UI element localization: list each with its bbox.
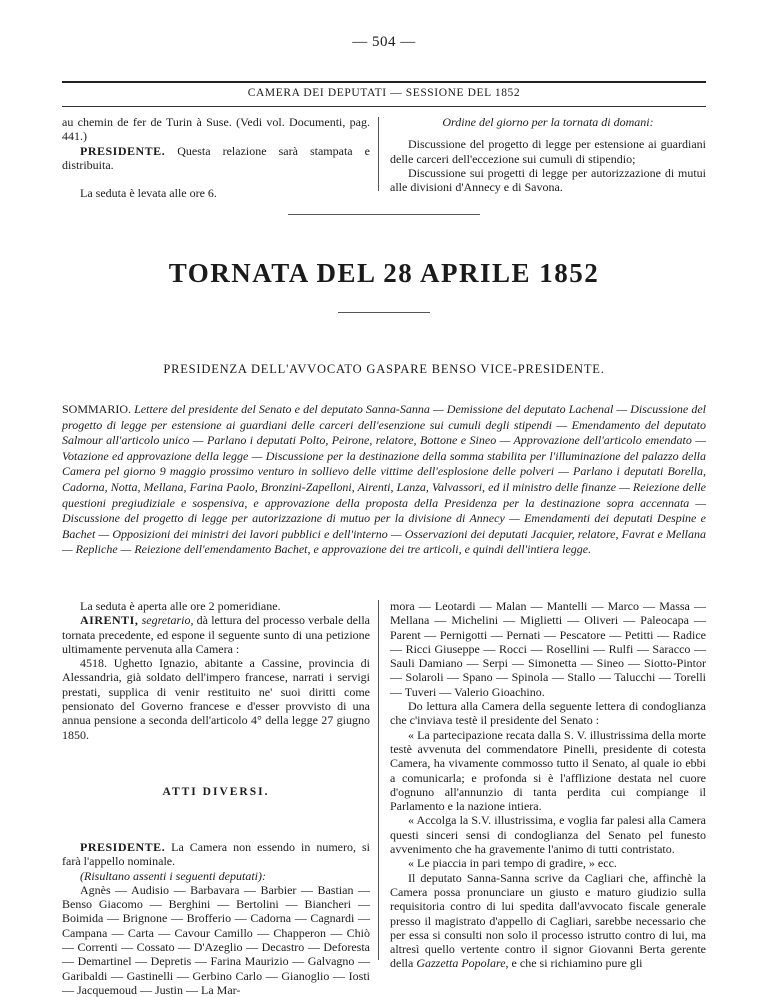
absentees-list: Agnès — Audisio — Barbavara — Barbier — Bastian — Benso Giacomo — Berghini — Bertolini — Biancheri — Boimida — Brignone — Brofferio — Cadorna — Cagnardi — Campana — Carta — Cavour Camillo — Chapperon — Chiò — Correnti — Cossato — D'Azeglio — Decastro — Deforesta — Demartinel — Depretis — Farina Maurizio — Galvagno — Garibaldi — Gastinelli — Gerbino Carlo — Gianoglio — Iosti — Jacquemoud — Justin — La Mar- [62, 882, 370, 997]
paragraph-text-end: , e che si richiamino pure gli [505, 956, 643, 971]
column-separator-top [378, 117, 379, 191]
summary [62, 402, 706, 558]
statement-text: dà lettura del processo verbale della tornata precedente, ed espone il seguente sunto di una petizione ultimamente pervenuta alla Camera : [62, 613, 370, 656]
agenda-item: Discussione del progetto di legge per estensione ai guardiani delle carceri dell'eccezione sui cumuli di stipendio; [390, 137, 706, 166]
page-number: — 504 — [352, 34, 416, 50]
presidency-line: PRESIDENZA DELL'AVVOCATO GASPARE BENSO VICE-PRESIDENTE. [163, 362, 605, 376]
section-divider [288, 214, 480, 215]
header-rule-thick [62, 81, 706, 83]
agenda-heading: Ordine del giorno per la tornata di domani: [442, 115, 654, 129]
section-heading: ATTI DIVERSI. [162, 785, 270, 798]
previous-session-right [390, 115, 706, 194]
body-paragraph: Do lettura alla Camera della seguente lettera di condoglianza che c'inviava testè il presidente del Senato : [390, 699, 706, 728]
speaker-name: PRESIDENTE. [80, 143, 166, 158]
newspaper-title: Gazzetta Popolare [416, 956, 506, 971]
secretary-reading [62, 613, 370, 656]
body-right-column [390, 599, 706, 971]
body-left-column [62, 599, 370, 997]
summary-text: Lettere del presidente del Senato e del deputato Sanna-Sanna — Demissione del deputato Lachenal — Discussione del progetto di legge per estensione ai guardiani delle carceri dell'esenzione sui cumuli degli stipendi — Emendamento del deputato Salmour all'articolo unico — Parlano i deputati Polto, Peirone, relatore, Bottone e Sineo — Approvazione dell'articolo emendato — Votazione ed approvazione della legge — Discussione per la destinazione della somma stabilita per l'illuminazione del palazzo della Camera pel giorno 9 maggio prossimo venturo in sollievo delle vittime dell'esplosione delle polveri — Parlano i deputati Borella, Cadorna, Notta, Mellana, Farina Paolo, Bronzini-Zapelloni, Airenti, Lanza, Valvassori, ed il ministro delle finanze — Reiezione delle questioni pregiudiziale e sospensiva, e approvazione della proposta della Presidenza per la destinazione sopra accennata — Discussione del progetto di legge per autorizzazione di mutuo per la divisione di Annecy — Emendamenti dei deputati Despine e Bachet — Opposizioni dei ministri dei lavori pubblici e dell'interno — Osservazioni dei deputati Jacquier, relatore, Favrat e Mellana — Repliche — Reiezione dell'emendamento Bachet, e approvazione dei tre articoli, e quindi dell'intiera legge. [62, 402, 706, 557]
president-statement [62, 144, 370, 173]
header-rule-thin [62, 106, 706, 107]
agenda-item: Discussione sui progetti di legge per autorizzazione di mutui alle divisioni d'Annecy e di Savona. [390, 165, 706, 195]
previous-session-paragraph: au chemin de fer de Turin à Suse. (Vedi vol. Documenti, pag. 441.) [62, 115, 370, 144]
session-title: TORNATA DEL 28 APRILE 1852 [168, 258, 600, 288]
absentees-heading: (Risultano assenti i seguenti deputati): [80, 868, 266, 883]
letter-paragraph: « La partecipazione recata dalla S. V. illustrissima della morte testè avvenuta del commendatore Pinelli, presidente di cotesta Camera, ha vivamente commosso tutto il Senato, al quale io ebbi a comunicarla; e profonda si è l'afflizione destata nel cuore d'ognuno all'annunzio di tanta perdita cui compiange il Parlamento e la nazione intiera. [390, 727, 706, 814]
statement-text: Questa relazione sarà stampata e distribuita. [62, 143, 370, 172]
paragraph-text: Il deputato Sanna-Sanna scrive da Cagliari che, affinchè la Camera possa pronunciare un giusto e maturo giudizio sulla requisitoria contro di lui spedita dall'avvocato fiscale generale presso il magistrato d'appello di Cagliari, sarebbe necessario che per essa si consulti non solo il processo istrutto contro di lui, ma altresì quello vertente contro il signor Giovanni Berta gerente della [390, 870, 706, 971]
sanna-letter-paragraph [390, 871, 706, 971]
letter-closing: « Le piaccia in pari tempo di gradire, » ecc. [408, 856, 617, 871]
letter-paragraph: « Accolga la S.V. illustrissima, e voglia far palesi alla Camera questi sinceri sensi di condoglianza del Senato pel funesto avvenimento che ha gravemente l'animo di tutti contristato. [390, 813, 706, 857]
speaker-role: segretario, [138, 613, 194, 628]
body-paragraph: La seduta è aperta alle ore 2 pomeridiane. [80, 599, 281, 613]
session-closed-note: La seduta è levata alle ore 6. [80, 186, 217, 201]
president-statement [62, 840, 370, 869]
column-separator-body [378, 600, 379, 960]
speaker-name: PRESIDENTE. [80, 839, 166, 854]
statement-text: La Camera non essendo in numero, si farà l'appello nominale. [62, 839, 370, 869]
previous-session-left [62, 115, 370, 200]
absentees-list-continued: mora — Leotardi — Malan — Mantelli — Marco — Massa — Mellana — Michelini — Miglietti — Oliveri — Paleocapa — Parent — Pernigotti — Pernati — Pescatore — Petitti — Radice — Ricci Giuseppe — Rocci — Rosellini — Rulfi — Saracco — Sauli Damiano — Serpi — Simonetta — Sineo — Siotto-Pintor — Solaroli — Spano — Spinola — Stallo — Talucchi — Torelli — Tuveri — Valerio Gioachino. [390, 599, 706, 699]
running-head: CAMERA DEI DEPUTATI — SESSIONE DEL 1852 [247, 87, 521, 99]
summary-label: SOMMARIO. [62, 402, 132, 416]
petition-entry: 4518. Ughetto Ignazio, abitante a Cassine, provincia di Alessandria, già soldato dell'impero francese, narrati i servigi prestati, supplica di venir restituito ne' suoi diritti come pensionato del Governo francese e d'esser provvisto di una annua pensione a seconda dell'articolo 4° della legge 27 giugno 1850. [62, 656, 370, 742]
title-underline [338, 312, 430, 313]
speaker-name: AIRENTI, [80, 613, 139, 628]
